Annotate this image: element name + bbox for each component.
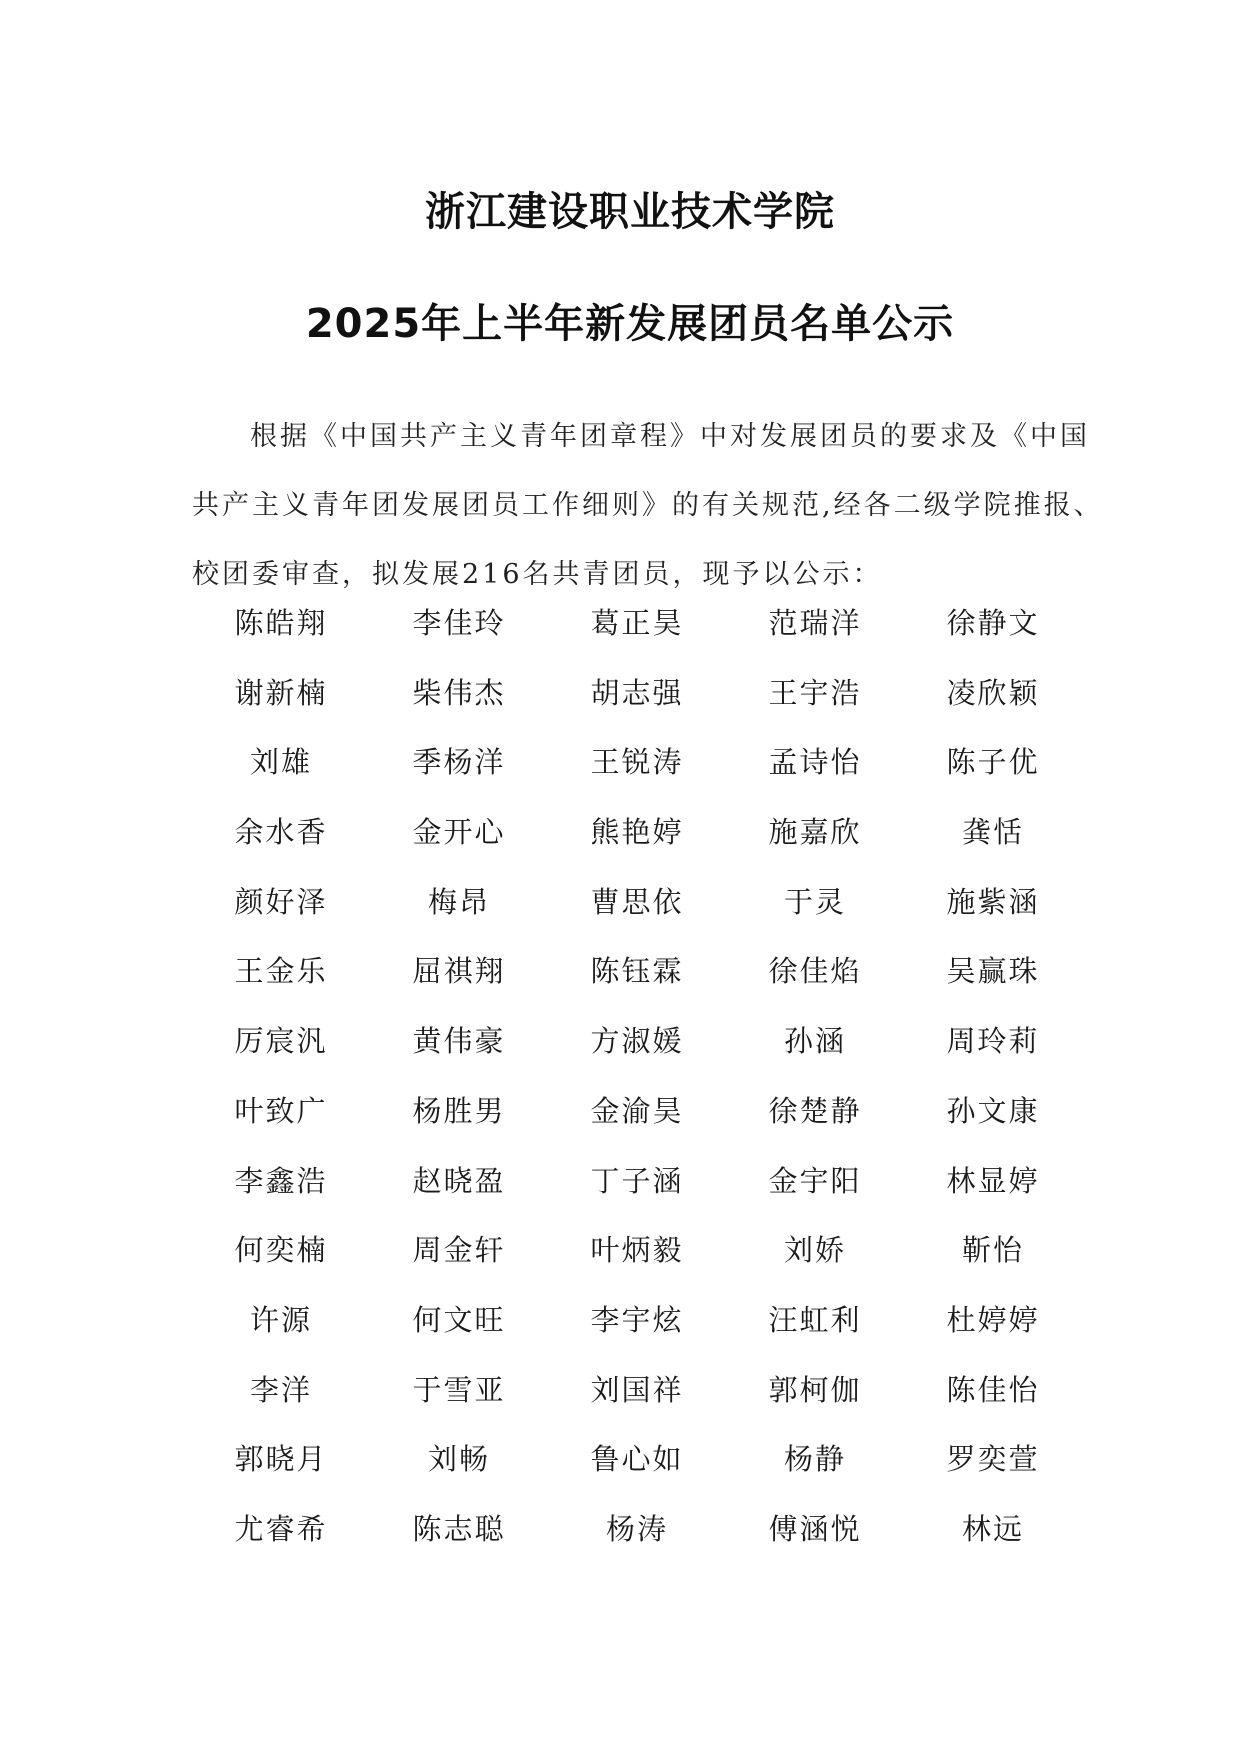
name-entry: 李洋	[249, 1372, 312, 1407]
document-subtitle: 2025年上半年新发展团员名单公示	[305, 301, 955, 347]
name-entry: 鲁心如	[590, 1442, 684, 1477]
name-entry: 郭柯伽	[768, 1372, 862, 1407]
name-entry: 屈祺翔	[412, 954, 506, 989]
name-entry: 胡志强	[590, 675, 684, 710]
name-entry: 方淑媛	[590, 1024, 684, 1059]
intro-line-1: 根据《中国共产主义青年团章程》中对发展团员的要求及《中国	[250, 421, 1090, 452]
name-entry: 凌欣颖	[946, 675, 1040, 710]
name-entry: 罗奕萱	[946, 1442, 1040, 1477]
name-entry: 何文旺	[412, 1302, 506, 1337]
name-entry: 杨涛	[605, 1511, 668, 1546]
name-entry: 杜婷婷	[946, 1302, 1040, 1337]
name-entry: 李佳玲	[412, 606, 506, 640]
name-entry: 杨胜男	[412, 1093, 506, 1128]
name-entry: 柴伟杰	[412, 675, 506, 710]
name-entry: 王锐涛	[590, 745, 684, 780]
name-entry: 孙文康	[946, 1093, 1040, 1128]
name-entry: 熊艳婷	[590, 815, 684, 850]
name-entry: 林显婷	[946, 1163, 1040, 1198]
name-entry: 陈钰霖	[590, 954, 684, 989]
name-entry: 许源	[249, 1302, 312, 1337]
name-entry: 孟诗怡	[768, 745, 862, 780]
name-entry: 刘国祥	[590, 1372, 684, 1407]
document-title: 浙江建设职业技术学院	[425, 189, 835, 235]
name-entry: 陈佳怡	[946, 1372, 1040, 1407]
name-entry: 季杨洋	[412, 745, 506, 780]
intro-line-2: 共产主义青年团发展团员工作细则》的有关规范,经各二级学院推报、	[192, 490, 1104, 521]
name-entry: 刘雄	[249, 745, 312, 780]
name-entry: 王宇浩	[768, 675, 862, 710]
name-entry: 李宇炫	[590, 1302, 684, 1337]
name-entry: 郭晓月	[234, 1442, 328, 1477]
name-entry: 傅涵悦	[768, 1511, 862, 1546]
name-entry: 徐佳焰	[768, 954, 862, 989]
name-entry: 靳怡	[961, 1233, 1024, 1268]
name-entry: 颜好泽	[234, 884, 328, 919]
name-entry: 周金轩	[412, 1233, 506, 1268]
name-entry: 陈子优	[946, 745, 1040, 780]
name-entry: 周玲莉	[946, 1024, 1040, 1059]
name-entry: 施嘉欣	[768, 815, 862, 850]
names-grid	[192, 601, 1082, 1577]
name-entry: 孙涵	[783, 1024, 846, 1059]
name-entry: 叶炳毅	[590, 1233, 684, 1268]
name-entry: 曹思依	[590, 884, 684, 919]
name-entry: 于雪亚	[412, 1372, 506, 1407]
name-entry: 黄伟豪	[412, 1024, 506, 1059]
name-entry: 谢新楠	[234, 675, 328, 710]
name-entry: 汪虹利	[768, 1302, 862, 1337]
name-entry: 厉宸汎	[234, 1024, 328, 1059]
name-entry: 尤睿希	[234, 1511, 328, 1546]
name-entry: 于灵	[783, 884, 846, 919]
name-entry: 金宇阳	[768, 1163, 862, 1198]
name-entry: 徐楚静	[768, 1093, 862, 1128]
name-entry: 余水香	[234, 815, 328, 850]
name-entry: 刘娇	[783, 1233, 846, 1268]
name-entry: 叶致广	[234, 1093, 328, 1128]
name-entry: 何奕楠	[234, 1233, 328, 1268]
name-entry: 葛正昊	[590, 606, 684, 640]
name-entry: 吴赢珠	[946, 954, 1040, 989]
name-entry: 陈志聪	[412, 1511, 506, 1546]
name-entry: 王金乐	[234, 954, 328, 989]
name-entry: 李鑫浩	[234, 1163, 328, 1198]
name-entry: 刘畅	[427, 1442, 490, 1477]
name-entry: 梅昂	[427, 884, 490, 919]
name-entry: 金渝昊	[590, 1093, 684, 1128]
intro-line-3: 校团委审查，拟发展216名共青团员，现予以公示：	[192, 559, 883, 590]
intro-paragraph	[192, 402, 1104, 609]
name-entry: 范瑞洋	[768, 606, 862, 640]
name-entry: 徐静文	[946, 606, 1040, 640]
name-entry: 杨静	[783, 1442, 846, 1477]
name-entry: 施紫涵	[946, 884, 1040, 919]
name-entry: 林远	[961, 1511, 1024, 1546]
name-entry: 丁子涵	[590, 1163, 684, 1198]
name-entry: 赵晓盈	[412, 1163, 506, 1198]
name-entry: 陈皓翔	[234, 606, 328, 640]
name-entry: 金开心	[412, 815, 506, 850]
name-entry: 龚恬	[961, 815, 1024, 850]
